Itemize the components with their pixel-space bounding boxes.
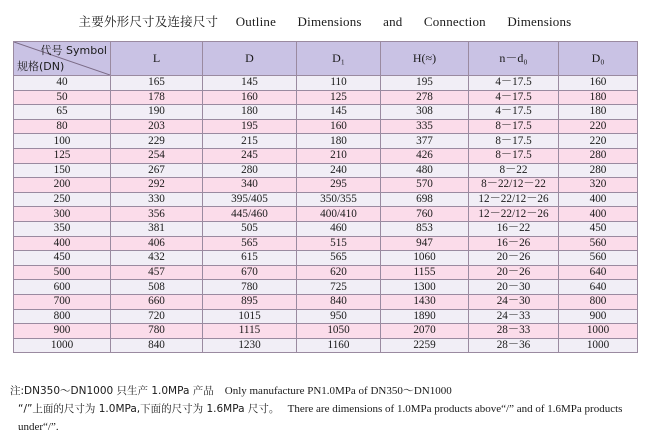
table-row <box>14 76 638 91</box>
table-cell: 278 <box>381 90 469 105</box>
table-cell: 356 <box>111 207 203 222</box>
table-cell: 381 <box>111 221 203 236</box>
table-cell: 180 <box>297 134 381 149</box>
table-cell: 950 <box>297 309 381 324</box>
table-cell: 8－17.5 <box>469 134 559 149</box>
table-cell: 8－22/12－22 <box>469 178 559 193</box>
table-cell: 20－30 <box>469 280 559 295</box>
dn-cell: 1000 <box>14 338 111 353</box>
table-cell: 400/410 <box>297 207 381 222</box>
table-cell: 450 <box>559 221 638 236</box>
table-cell: 395/405 <box>203 192 297 207</box>
table-cell: 900 <box>559 309 638 324</box>
dn-cell: 80 <box>14 119 111 134</box>
note-line-2 <box>10 400 640 436</box>
corner-dn-label: 规格(DN) <box>17 60 65 73</box>
table-cell: 1160 <box>297 338 381 353</box>
table-cell: 254 <box>111 148 203 163</box>
table-cell: 165 <box>111 76 203 91</box>
title-cn: 主要外形尺寸及连接尺寸 <box>78 14 219 29</box>
table-row <box>14 280 638 295</box>
corner-symbol-label: 代号 Symbol <box>40 44 107 57</box>
table-cell: 8－17.5 <box>469 119 559 134</box>
table-cell: 195 <box>203 119 297 134</box>
table-row <box>14 265 638 280</box>
page-title <box>0 12 650 30</box>
table-cell: 1430 <box>381 294 469 309</box>
column-header: D₀ <box>559 42 638 76</box>
table-row <box>14 309 638 324</box>
table-cell: 445/460 <box>203 207 297 222</box>
notes <box>10 382 640 436</box>
table-cell: 1155 <box>381 265 469 280</box>
column-header: D <box>203 42 297 76</box>
table-cell: 460 <box>297 221 381 236</box>
table-cell: 145 <box>203 76 297 91</box>
table-cell: 280 <box>559 163 638 178</box>
table-cell: 640 <box>559 265 638 280</box>
table-cell: 295 <box>297 178 381 193</box>
title-en: Outline Dimensions and Connection Dimensions <box>235 14 572 29</box>
table-cell: 16－22 <box>469 221 559 236</box>
table-cell: 20－26 <box>469 265 559 280</box>
table-cell: 560 <box>559 251 638 266</box>
dn-cell: 200 <box>14 178 111 193</box>
table-cell: 1050 <box>297 324 381 339</box>
table-cell: 432 <box>111 251 203 266</box>
column-header: D₁ <box>297 42 381 76</box>
table-row <box>14 236 638 251</box>
table-cell: 24－30 <box>469 294 559 309</box>
table-cell: 660 <box>111 294 203 309</box>
table-cell: 760 <box>381 207 469 222</box>
table-cell: 1115 <box>203 324 297 339</box>
corner-header <box>14 42 111 76</box>
note-line-1 <box>10 382 640 400</box>
table-cell: 720 <box>111 309 203 324</box>
table-cell: 280 <box>559 148 638 163</box>
table-cell: 640 <box>559 280 638 295</box>
table-cell: 570 <box>381 178 469 193</box>
table-cell: 480 <box>381 163 469 178</box>
table-cell: 620 <box>297 265 381 280</box>
table-cell: 8－22 <box>469 163 559 178</box>
table-cell: 1890 <box>381 309 469 324</box>
table-cell: 560 <box>559 236 638 251</box>
table-cell: 725 <box>297 280 381 295</box>
table-cell: 565 <box>297 251 381 266</box>
table-row <box>14 148 638 163</box>
table-cell: 180 <box>203 105 297 120</box>
dimensions-table <box>13 41 638 353</box>
dn-cell: 400 <box>14 236 111 251</box>
note-1-en: Only manufacture PN1.0MPa of DN350～DN1000 <box>224 385 452 397</box>
dn-cell: 300 <box>14 207 111 222</box>
table-cell: 1000 <box>559 338 638 353</box>
table-cell: 1060 <box>381 251 469 266</box>
table-cell: 1230 <box>203 338 297 353</box>
table-cell: 145 <box>297 105 381 120</box>
table-cell: 330 <box>111 192 203 207</box>
note-2-cn: “/”上面的尺寸为 1.0MPa,下面的尺寸为 1.6MPa 尺寸。 <box>18 403 280 415</box>
table-cell: 505 <box>203 221 297 236</box>
table-cell: 125 <box>297 90 381 105</box>
table-body <box>14 76 638 353</box>
dn-cell: 800 <box>14 309 111 324</box>
table-cell: 4－17.5 <box>469 76 559 91</box>
dn-cell: 65 <box>14 105 111 120</box>
dn-cell: 150 <box>14 163 111 178</box>
table-cell: 220 <box>559 134 638 149</box>
table-cell: 853 <box>381 221 469 236</box>
table-row <box>14 324 638 339</box>
table-cell: 245 <box>203 148 297 163</box>
table-cell: 947 <box>381 236 469 251</box>
table-row <box>14 221 638 236</box>
column-header: n－d₀ <box>469 42 559 76</box>
table-cell: 160 <box>559 76 638 91</box>
table-cell: 28－36 <box>469 338 559 353</box>
table-cell: 16－26 <box>469 236 559 251</box>
table-cell: 12－22/12－26 <box>469 207 559 222</box>
table-cell: 840 <box>111 338 203 353</box>
column-header: L <box>111 42 203 76</box>
table-cell: 110 <box>297 76 381 91</box>
table-cell: 895 <box>203 294 297 309</box>
table-row <box>14 178 638 193</box>
table-cell: 457 <box>111 265 203 280</box>
table-row <box>14 119 638 134</box>
table-cell: 160 <box>297 119 381 134</box>
table-cell: 229 <box>111 134 203 149</box>
table-cell: 377 <box>381 134 469 149</box>
table-row <box>14 207 638 222</box>
table-row <box>14 163 638 178</box>
dn-cell: 250 <box>14 192 111 207</box>
dn-cell: 600 <box>14 280 111 295</box>
table-cell: 160 <box>203 90 297 105</box>
table-cell: 178 <box>111 90 203 105</box>
table-cell: 210 <box>297 148 381 163</box>
table-cell: 800 <box>559 294 638 309</box>
table-cell: 2070 <box>381 324 469 339</box>
table-cell: 180 <box>559 90 638 105</box>
table-cell: 28－33 <box>469 324 559 339</box>
table-row <box>14 251 638 266</box>
note-2-en: There are dimensions of 1.0MPa products above“/” and of 1.6MPa products under“/”. <box>18 403 623 433</box>
table-cell: 670 <box>203 265 297 280</box>
table-row <box>14 134 638 149</box>
dn-cell: 450 <box>14 251 111 266</box>
table-cell: 267 <box>111 163 203 178</box>
table-cell: 515 <box>297 236 381 251</box>
table-cell: 780 <box>111 324 203 339</box>
table-row <box>14 294 638 309</box>
table-cell: 180 <box>559 105 638 120</box>
table-cell: 1300 <box>381 280 469 295</box>
table-cell: 1015 <box>203 309 297 324</box>
note-1-cn: 注:DN350～DN1000 只生产 1.0MPa 产品 <box>10 385 214 397</box>
table-cell: 565 <box>203 236 297 251</box>
table-row <box>14 192 638 207</box>
table-cell: 698 <box>381 192 469 207</box>
dn-cell: 40 <box>14 76 111 91</box>
table-cell: 400 <box>559 192 638 207</box>
table-cell: 240 <box>297 163 381 178</box>
table-cell: 8－17.5 <box>469 148 559 163</box>
table-cell: 840 <box>297 294 381 309</box>
table-cell: 340 <box>203 178 297 193</box>
dn-cell: 125 <box>14 148 111 163</box>
dn-cell: 900 <box>14 324 111 339</box>
table-cell: 12－22/12－26 <box>469 192 559 207</box>
table-cell: 292 <box>111 178 203 193</box>
table-cell: 320 <box>559 178 638 193</box>
column-header: H(≈) <box>381 42 469 76</box>
table-cell: 780 <box>203 280 297 295</box>
table-cell: 24－33 <box>469 309 559 324</box>
table-cell: 350/355 <box>297 192 381 207</box>
table-cell: 615 <box>203 251 297 266</box>
table-cell: 195 <box>381 76 469 91</box>
table-cell: 1000 <box>559 324 638 339</box>
table-row <box>14 90 638 105</box>
dn-cell: 100 <box>14 134 111 149</box>
dn-cell: 500 <box>14 265 111 280</box>
table-cell: 308 <box>381 105 469 120</box>
table-cell: 215 <box>203 134 297 149</box>
table-cell: 190 <box>111 105 203 120</box>
table-cell: 2259 <box>381 338 469 353</box>
table-cell: 280 <box>203 163 297 178</box>
table-cell: 20－26 <box>469 251 559 266</box>
table-cell: 400 <box>559 207 638 222</box>
table-cell: 220 <box>559 119 638 134</box>
table-cell: 203 <box>111 119 203 134</box>
table-cell: 406 <box>111 236 203 251</box>
table-cell: 335 <box>381 119 469 134</box>
table-cell: 508 <box>111 280 203 295</box>
dn-cell: 50 <box>14 90 111 105</box>
table-row <box>14 105 638 120</box>
table-header-row <box>14 42 638 76</box>
table-cell: 426 <box>381 148 469 163</box>
dn-cell: 350 <box>14 221 111 236</box>
dn-cell: 700 <box>14 294 111 309</box>
table-cell: 4－17.5 <box>469 105 559 120</box>
table-row <box>14 338 638 353</box>
table-cell: 4－17.5 <box>469 90 559 105</box>
